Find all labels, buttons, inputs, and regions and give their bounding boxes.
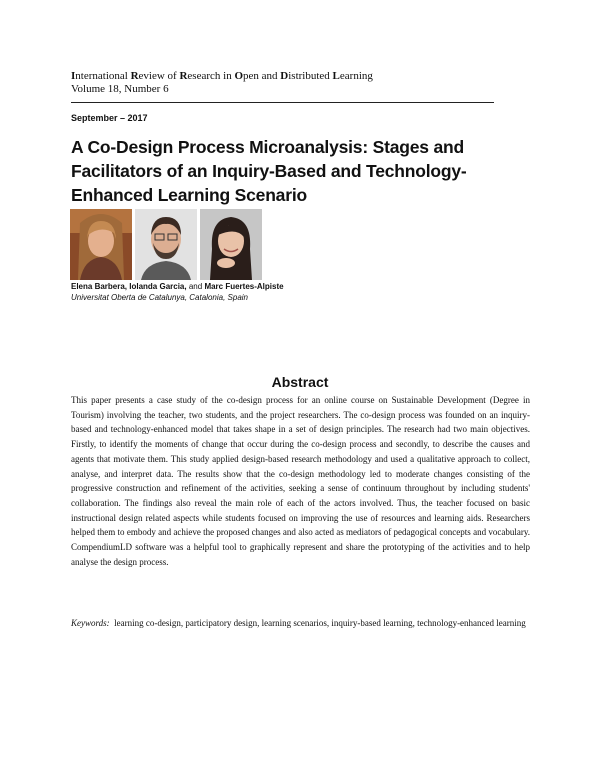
author-names-last: Marc Fuertes-Alpiste: [204, 282, 284, 291]
journal-name: International Review of Research in Open and Distributed Learning: [71, 70, 373, 82]
author-photo-3: [200, 209, 262, 280]
author-list: [71, 282, 284, 292]
keywords-label: Keywords:: [71, 618, 110, 628]
journal-volume: Volume 18, Number 6: [71, 83, 169, 95]
keywords-text: learning co-design, participatory design, learning scenarios, inquiry-based learning, technology-enhanced learning: [114, 618, 526, 628]
author-names-first: Elena Barbera, Iolanda Garcia,: [71, 282, 187, 291]
paper-title: A Co-Design Process Microanalysis: Stages and Facilitators of an Inquiry-Based and Technology-Enhanced Learning Scenario: [71, 137, 467, 205]
author-conjunction: and: [188, 282, 203, 291]
author-photo-1: [70, 209, 132, 280]
author-photo-2: [135, 209, 197, 280]
keywords: [71, 616, 530, 631]
author-affiliation: Universitat Oberta de Catalunya, Catalonia, Spain: [71, 293, 248, 302]
abstract-heading: Abstract: [271, 374, 329, 390]
header-divider: [71, 102, 494, 103]
publication-date: September – 2017: [71, 113, 148, 123]
abstract-text: This paper presents a case study of the co-design process for an online course on Sustainable Development (Degree in Tourism) involving the teacher, two students, and the project researchers. The co-design process was founded on an inquiry-based and technology-enhanced model that takes shape in a set of design principles. The research had two main objectives. Firstly, to identify the moments of change that occur during the co-design process and secondly, to describe the causes and agents that motivate them. This study applied design-based research methodology and used a qualitative approach to collect, analyse, and interpret data. The results show that the co-design methodology led to moderate changes consisting of the progressive construction and refinement of the activities, seeking a sense of continuum throughout by including students' collaboration. The findings also reveal the main role of each of the actors involved. Thus, the teacher focused on basic instructional design related aspects while students focused on improving the use of resources and learning aids. Researchers helped them to embody and achieve the proposed changes and also acted as mediators of pedagogical concepts and vocabulary. CompendiumLD software was a helpful tool to graphically represent and share the prototyping of the activities and to help analyse the design process.: [71, 395, 530, 567]
journal-header: [71, 70, 373, 96]
